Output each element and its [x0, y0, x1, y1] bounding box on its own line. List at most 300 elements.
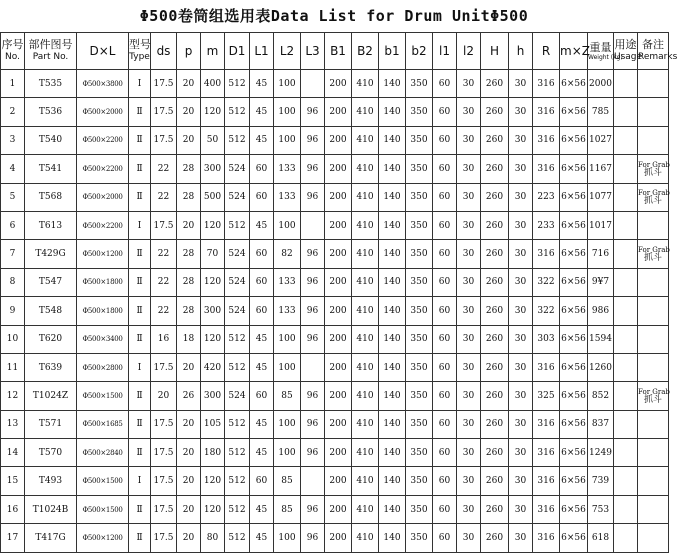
table-cell: 350 [406, 268, 433, 296]
column-header-sublabel: Part No. [32, 52, 69, 62]
table-cell [638, 439, 669, 467]
table-cell: 60 [433, 98, 457, 126]
remark-en: For Grab [638, 387, 670, 396]
table-row [1, 410, 669, 438]
table-cell: 410 [352, 410, 379, 438]
table-cell: 1077 [588, 183, 614, 211]
column-header-label: l1 [439, 43, 450, 58]
table-cell: 410 [352, 353, 379, 381]
table-cell: 30 [509, 495, 533, 523]
table-row [1, 382, 669, 410]
column-header [614, 33, 643, 70]
table-cell: 140 [379, 70, 406, 98]
table-cell: 260 [481, 410, 509, 438]
table-cell: 30 [457, 353, 481, 381]
table-cell: 6×56 [560, 126, 588, 154]
column-header [77, 33, 129, 70]
table-cell: 60 [433, 268, 457, 296]
table-row [1, 439, 669, 467]
table-cell: 60 [250, 297, 274, 325]
table-cell: 16 [151, 325, 177, 353]
table-cell: 100 [274, 211, 301, 239]
table-cell: 512 [225, 126, 250, 154]
table-cell: 30 [457, 439, 481, 467]
table-cell: 30 [509, 183, 533, 211]
table-cell: 785 [588, 98, 614, 126]
table-cell: 30 [509, 410, 533, 438]
table-cell: 60 [250, 155, 274, 183]
table-cell: 2000 [588, 70, 614, 98]
table-cell: 260 [481, 382, 509, 410]
table-cell: 5 [1, 183, 25, 211]
table-cell: 200 [325, 467, 352, 495]
table-cell: 350 [406, 183, 433, 211]
table-cell: 120 [201, 495, 225, 523]
table-cell: 96 [301, 325, 325, 353]
table-cell [638, 98, 669, 126]
table-cell: 100 [274, 126, 301, 154]
column-header-sublabel: Remarks [638, 52, 677, 62]
table-row [1, 297, 669, 325]
table-cell: 316 [533, 98, 560, 126]
table-cell: T639 [25, 353, 77, 381]
table-cell [301, 211, 325, 239]
table-cell: 140 [379, 410, 406, 438]
table-cell: 60 [250, 240, 274, 268]
column-header-label: ds [156, 43, 171, 58]
remark-cn: 抓斗 [643, 196, 662, 207]
table-cell: 30 [457, 211, 481, 239]
table-cell: 45 [250, 325, 274, 353]
table-row [1, 495, 669, 523]
table-row [1, 268, 669, 296]
table-cell [638, 183, 669, 211]
table-cell [614, 268, 638, 296]
table-cell: 512 [225, 410, 250, 438]
table-cell: 200 [325, 268, 352, 296]
table-cell: 30 [457, 495, 481, 523]
table-cell: 30 [457, 382, 481, 410]
table-cell: 133 [274, 183, 301, 211]
column-header-label: L2 [279, 43, 295, 58]
table-cell [638, 410, 669, 438]
table-cell [614, 240, 638, 268]
table-cell: 10 [1, 325, 25, 353]
table-cell [614, 382, 638, 410]
table-cell: T568 [25, 183, 77, 211]
table-cell: 14 [1, 439, 25, 467]
table-cell: 30 [457, 524, 481, 552]
table-cell [614, 524, 638, 552]
table-cell: 140 [379, 183, 406, 211]
table-cell: T493 [25, 467, 77, 495]
table-cell: 30 [509, 126, 533, 154]
table-cell: 986 [588, 297, 614, 325]
column-header [25, 33, 77, 70]
column-header-label: b1 [384, 43, 400, 58]
table-cell: 200 [325, 98, 352, 126]
table-cell: 260 [481, 524, 509, 552]
table-cell: 17.5 [151, 467, 177, 495]
table-cell: 60 [250, 382, 274, 410]
table-cell: 200 [325, 439, 352, 467]
table-cell: 30 [457, 70, 481, 98]
table-cell [614, 98, 638, 126]
table-cell: 30 [457, 183, 481, 211]
table-cell: 420 [201, 353, 225, 381]
table-cell: 140 [379, 467, 406, 495]
table-cell: 6×56 [560, 268, 588, 296]
table-cell: 500 [201, 183, 225, 211]
table-cell [614, 155, 638, 183]
column-header [250, 33, 274, 70]
table-cell [638, 382, 669, 410]
table-cell: 4 [1, 155, 25, 183]
table-cell: 6×56 [560, 353, 588, 381]
table-cell [638, 495, 669, 523]
table-cell: 20 [177, 98, 201, 126]
table-cell: Ⅱ [129, 439, 151, 467]
column-header [588, 33, 623, 70]
table-row [1, 126, 669, 154]
table-cell: 100 [274, 410, 301, 438]
column-header-label: 型号 [129, 38, 151, 51]
table-cell: 60 [250, 268, 274, 296]
table-cell: 28 [177, 268, 201, 296]
table-cell: 105 [201, 410, 225, 438]
table-cell: 45 [250, 70, 274, 98]
table-cell: 120 [201, 467, 225, 495]
table-cell: 739 [588, 467, 614, 495]
table-cell: 140 [379, 297, 406, 325]
table-cell: 6×56 [560, 524, 588, 552]
table-cell: 716 [588, 240, 614, 268]
table-cell: Φ500×2000 [77, 98, 129, 126]
table-cell: 233 [533, 211, 560, 239]
table-cell: 30 [509, 325, 533, 353]
table-cell [614, 297, 638, 325]
table-cell [638, 240, 669, 268]
table-cell: Φ500×1685 [77, 410, 129, 438]
table-cell: 512 [225, 439, 250, 467]
table-cell: 260 [481, 98, 509, 126]
table-cell: Φ500×2000 [77, 183, 129, 211]
table-cell: 30 [509, 467, 533, 495]
table-cell: 17.5 [151, 70, 177, 98]
table-cell: 30 [509, 382, 533, 410]
table-cell: 410 [352, 268, 379, 296]
table-cell: 6×56 [560, 240, 588, 268]
table-cell: Ⅰ [129, 211, 151, 239]
table-cell: T548 [25, 297, 77, 325]
table-cell: 9¥7 [588, 268, 614, 296]
table-cell: 60 [433, 297, 457, 325]
table-cell: 96 [301, 183, 325, 211]
table-cell: 45 [250, 495, 274, 523]
table-cell: 30 [509, 211, 533, 239]
table-cell: 30 [457, 268, 481, 296]
column-header [433, 33, 457, 70]
remark-cn: 抓斗 [643, 167, 662, 178]
table-cell: 22 [151, 268, 177, 296]
table-cell: 223 [533, 183, 560, 211]
table-cell: T613 [25, 211, 77, 239]
table-cell: 85 [274, 467, 301, 495]
table-cell: 316 [533, 155, 560, 183]
table-cell: T535 [25, 70, 77, 98]
table-cell: 6×56 [560, 155, 588, 183]
table-cell: 20 [177, 439, 201, 467]
column-header [177, 33, 201, 70]
table-cell [638, 297, 669, 325]
table-cell: Ⅱ [129, 126, 151, 154]
table-cell: 200 [325, 155, 352, 183]
header-row [1, 33, 669, 70]
table-cell: 96 [301, 268, 325, 296]
table-cell: Φ500×1500 [77, 467, 129, 495]
table-cell: 200 [325, 297, 352, 325]
table-cell: 30 [457, 126, 481, 154]
table-cell: 260 [481, 70, 509, 98]
drum-unit-table [0, 32, 677, 553]
table-body [1, 70, 669, 553]
table-cell: Φ500×3800 [77, 70, 129, 98]
table-cell: 512 [225, 524, 250, 552]
table-cell: 410 [352, 98, 379, 126]
column-header-label: m [206, 43, 219, 58]
table-cell: 28 [177, 155, 201, 183]
table-cell: 30 [509, 297, 533, 325]
table-cell: 618 [588, 524, 614, 552]
column-header-label: L3 [305, 43, 320, 58]
table-cell: 30 [509, 155, 533, 183]
table-cell [614, 439, 638, 467]
column-header-sublabel: Type [129, 52, 150, 62]
table-cell: 512 [225, 353, 250, 381]
table-cell: 140 [379, 240, 406, 268]
table-cell: 1027 [588, 126, 614, 154]
table-cell [638, 353, 669, 381]
table-cell: 45 [250, 439, 274, 467]
table-cell: 260 [481, 495, 509, 523]
table-cell: T1024Z [25, 382, 77, 410]
table-cell: 1249 [588, 439, 614, 467]
table-cell: 30 [509, 439, 533, 467]
table-cell: 303 [533, 325, 560, 353]
column-header [151, 33, 177, 70]
table-cell: Ⅱ [129, 268, 151, 296]
table-cell: 140 [379, 495, 406, 523]
column-header-label: D1 [228, 43, 246, 58]
table-cell: T540 [25, 126, 77, 154]
table-cell: Ⅰ [129, 70, 151, 98]
table-cell [638, 467, 669, 495]
table-cell: 30 [509, 353, 533, 381]
column-header-sublabel: Weight (kg) [588, 54, 623, 61]
table-cell: T536 [25, 98, 77, 126]
table-cell: 350 [406, 353, 433, 381]
table-cell: 524 [225, 268, 250, 296]
table-cell [614, 70, 638, 98]
table-cell: 410 [352, 155, 379, 183]
column-header-label: R [541, 43, 551, 58]
table-cell: 200 [325, 325, 352, 353]
table-cell: 410 [352, 183, 379, 211]
table-cell: 322 [533, 268, 560, 296]
table-cell: 96 [301, 524, 325, 552]
table-cell: 20 [177, 524, 201, 552]
table-cell: 350 [406, 70, 433, 98]
table-cell: 350 [406, 467, 433, 495]
table-cell: 410 [352, 325, 379, 353]
table-cell: 60 [250, 467, 274, 495]
table-cell: Φ500×1200 [77, 240, 129, 268]
table-cell: 20 [177, 467, 201, 495]
column-header [352, 33, 379, 70]
table-cell: 20 [177, 410, 201, 438]
table-cell: 17.5 [151, 524, 177, 552]
table-cell: 200 [325, 410, 352, 438]
column-header-label: D×L [89, 43, 116, 58]
table-cell: 316 [533, 439, 560, 467]
column-header-sublabel: No. [5, 52, 20, 62]
table-cell: 316 [533, 467, 560, 495]
column-header-label: m×Z [560, 43, 590, 58]
table-cell: 96 [301, 382, 325, 410]
column-header [325, 33, 352, 70]
column-header [457, 33, 481, 70]
table-cell: Ⅱ [129, 410, 151, 438]
table-cell: 350 [406, 126, 433, 154]
table-cell: 60 [433, 524, 457, 552]
table-cell: 350 [406, 495, 433, 523]
table-cell: 30 [457, 325, 481, 353]
table-cell: 852 [588, 382, 614, 410]
table-cell: Ⅱ [129, 382, 151, 410]
table-cell: 70 [201, 240, 225, 268]
table-cell: 200 [325, 183, 352, 211]
table-cell: 28 [177, 297, 201, 325]
table-cell: 140 [379, 211, 406, 239]
table-cell: Φ500×1500 [77, 495, 129, 523]
column-header [301, 33, 325, 70]
table-cell: T547 [25, 268, 77, 296]
table-cell: 512 [225, 98, 250, 126]
table-cell: Ⅰ [129, 467, 151, 495]
table-cell: Ⅱ [129, 495, 151, 523]
table-cell: Φ500×1500 [77, 382, 129, 410]
table-cell: 6×56 [560, 297, 588, 325]
table-cell: 6×56 [560, 467, 588, 495]
table-cell: 512 [225, 495, 250, 523]
table-cell: 6×56 [560, 439, 588, 467]
column-header [560, 33, 588, 70]
table-cell: 30 [509, 268, 533, 296]
table-cell: 60 [433, 70, 457, 98]
table-cell: 1017 [588, 211, 614, 239]
table-cell: 96 [301, 297, 325, 325]
table-cell: 60 [433, 439, 457, 467]
table-cell: 30 [509, 70, 533, 98]
table-cell: Φ500×2800 [77, 353, 129, 381]
table-cell: 2 [1, 98, 25, 126]
table-cell: Ⅱ [129, 155, 151, 183]
table-cell: Ⅱ [129, 524, 151, 552]
table-cell: 60 [433, 325, 457, 353]
table-cell: 350 [406, 524, 433, 552]
table-cell: 120 [201, 325, 225, 353]
table-cell: 28 [177, 240, 201, 268]
table-cell: 140 [379, 382, 406, 410]
table-cell: Ⅱ [129, 297, 151, 325]
table-cell: T620 [25, 325, 77, 353]
table-row [1, 155, 669, 183]
table-row [1, 353, 669, 381]
table-cell: Φ500×2200 [77, 155, 129, 183]
table-cell: 200 [325, 524, 352, 552]
table-cell: 96 [301, 155, 325, 183]
table-cell: 410 [352, 211, 379, 239]
column-header [481, 33, 509, 70]
table-row [1, 325, 669, 353]
table-cell: T571 [25, 410, 77, 438]
page-title: Φ500卷筒组选用表Data List for Drum UnitΦ500 [139, 7, 529, 25]
column-header-label: L1 [254, 43, 269, 58]
table-cell: 6×56 [560, 70, 588, 98]
table-cell: 96 [301, 240, 325, 268]
table-cell [301, 467, 325, 495]
table-cell: 22 [151, 297, 177, 325]
table-cell: 96 [301, 126, 325, 154]
table-cell: 22 [151, 240, 177, 268]
table-cell: 20 [177, 126, 201, 154]
table-cell [638, 325, 669, 353]
table-cell: 120 [201, 98, 225, 126]
table-cell: 512 [225, 325, 250, 353]
table-cell [638, 524, 669, 552]
column-header-label: H [489, 43, 500, 58]
table-cell: 325 [533, 382, 560, 410]
table-cell: 350 [406, 382, 433, 410]
table-cell: T570 [25, 439, 77, 467]
table-cell: 45 [250, 211, 274, 239]
table-row [1, 467, 669, 495]
table-cell: 9 [1, 297, 25, 325]
table-cell: 410 [352, 382, 379, 410]
table-cell: 350 [406, 439, 433, 467]
table-cell: 80 [201, 524, 225, 552]
table-cell: 260 [481, 240, 509, 268]
table-cell: 22 [151, 155, 177, 183]
table-cell: 200 [325, 353, 352, 381]
table-cell: 524 [225, 382, 250, 410]
table-cell: 753 [588, 495, 614, 523]
column-header-label: p [184, 43, 193, 58]
table-cell [301, 353, 325, 381]
column-header [638, 33, 677, 70]
table-cell: 512 [225, 467, 250, 495]
table-cell: 140 [379, 524, 406, 552]
table-cell: 1167 [588, 155, 614, 183]
table-cell: 60 [433, 126, 457, 154]
table-cell: 512 [225, 211, 250, 239]
table-cell: 6×56 [560, 410, 588, 438]
table-cell: 30 [457, 410, 481, 438]
table-cell: 1594 [588, 325, 614, 353]
table-cell: Φ500×1800 [77, 297, 129, 325]
column-header-label: 备注 [642, 38, 664, 51]
table-cell: 96 [301, 410, 325, 438]
